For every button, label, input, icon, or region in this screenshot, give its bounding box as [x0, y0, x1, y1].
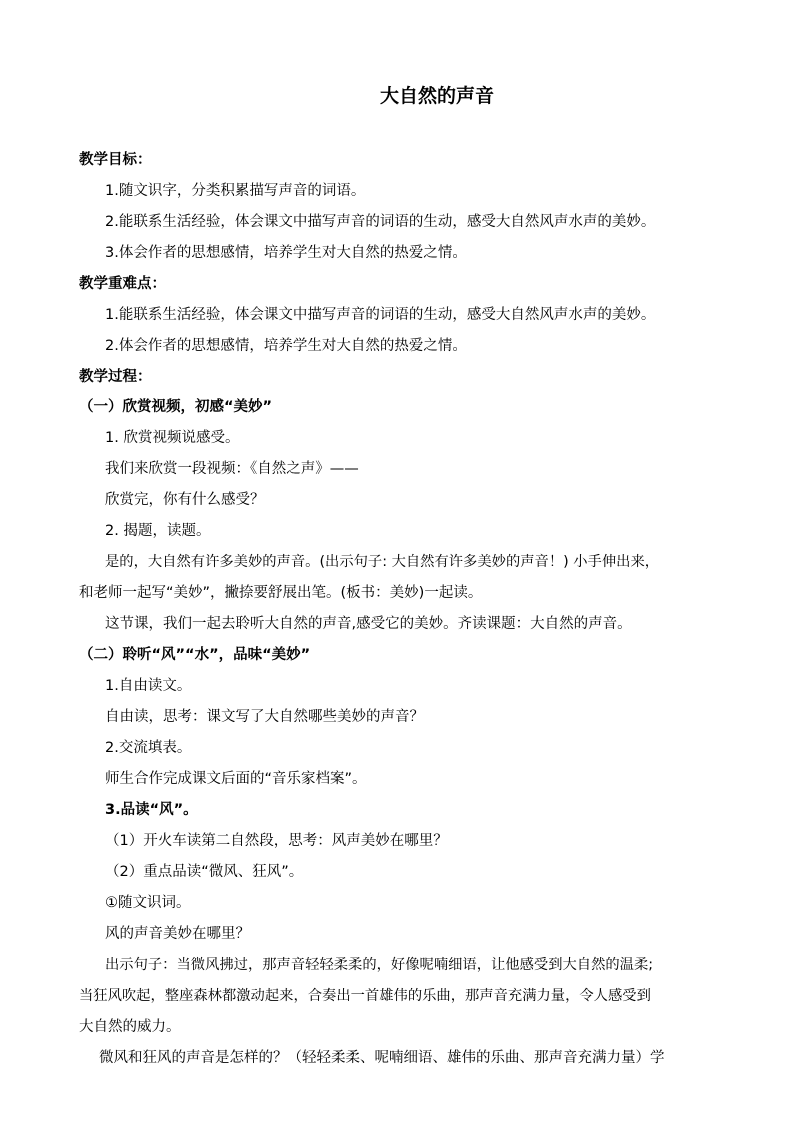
paragraph: 2. 揭题，读题。 [105, 523, 211, 539]
subsection-heading-1: （一）欣赏视频，初感“美妙” [79, 399, 273, 415]
paragraph: 2.交流填表。 [105, 740, 192, 756]
paragraph: 欣赏完，你有什么感受？ [105, 492, 265, 508]
paragraph: 出示句子：当微风拂过，那声音轻轻柔柔的，好像呢喃细语，让他感受到大自然的温柔; [105, 957, 654, 973]
goal-item-2: 2.能联系生活经验，体会课文中描写声音的词语的生动，感受大自然风声水声的美妙。 [105, 214, 656, 230]
paragraph: （1）开火车读第二自然段，思考：风声美妙在哪里？ [105, 833, 448, 849]
paragraph-continuation: 大自然的威力。 [79, 1019, 181, 1035]
key-point-item-1: 1.能联系生活经验，体会课文中描写声音的词语的生动，感受大自然风声水声的美妙。 [105, 307, 656, 323]
paragraph-continuation: 当狂风吹起，整座森林都激动起来，合奏出一首雄伟的乐曲，那声音充满力量，令人感受到 [79, 988, 651, 1004]
paragraph: 我们来欣赏一段视频：《自然之声》—— [105, 461, 359, 477]
subsection-heading-2: （二）聆听“风”“水”，品味“美妙” [79, 647, 311, 663]
paragraph: 师生合作完成课文后面的“音乐家档案”。 [105, 771, 367, 787]
paragraph: 自由读，思考：课文写了大自然哪些美妙的声音？ [105, 709, 424, 725]
paragraph: 是的，大自然有许多美妙的声音。(出示句子: 大自然有许多美妙的声音！) 小手伸出来， [105, 554, 660, 570]
paragraph: 风的声音美妙在哪里？ [105, 926, 250, 942]
paragraph: （2）重点品读“微风、狂风”。 [105, 864, 304, 880]
paragraph: 1.自由读文。 [105, 678, 192, 694]
step-heading: 3.品读“风”。 [105, 802, 198, 818]
paragraph: 这节课，我们一起去聆听大自然的声音,感受它的美妙。齐读课题：大自然的声音。 [105, 616, 632, 632]
page-title: 大自然的声音 [379, 85, 494, 107]
section-heading-key-points: 教学重难点： [79, 276, 166, 292]
paragraph: 1. 欣赏视频说感受。 [105, 430, 240, 446]
paragraph: 微风和狂风的声音是怎样的？（轻轻柔柔、呢喃细语、雄伟的乐曲、那声音充满力量）学 [99, 1050, 665, 1066]
key-point-item-2: 2.体会作者的思想感情，培养学生对大自然的热爱之情。 [105, 338, 467, 354]
paragraph: ①随文识词。 [105, 895, 191, 911]
paragraph-continuation: 和老师一起写“美妙”，撇捺要舒展出笔。(板书：美妙)一起读。 [79, 585, 483, 601]
section-heading-process: 教学过程： [79, 369, 152, 385]
goal-item-1: 1.随文识字，分类积累描写声音的词语。 [105, 183, 366, 199]
goal-item-3: 3.体会作者的思想感情，培养学生对大自然的热爱之情。 [105, 245, 467, 261]
section-heading-goals: 教学目标： [79, 152, 152, 168]
